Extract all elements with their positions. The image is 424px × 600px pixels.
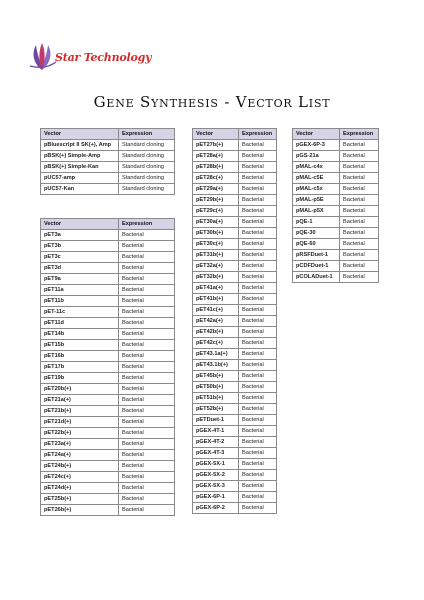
vector-name-cell: pET15b [41,340,119,351]
table-row [41,285,175,296]
vector-name-cell: pGEX-6P-3 [293,140,340,151]
expression-cell: Bacterial [239,393,277,404]
column-header-vector: Vector [193,129,239,140]
table-row [193,360,277,371]
vector-name-cell: pET-11c [41,307,119,318]
vector-name-cell: pET3c [41,252,119,263]
expression-cell: Bacterial [340,173,379,184]
vector-name-cell: pET14b [41,329,119,340]
vector-name-cell: pET24c(+) [41,472,119,483]
expression-cell: Bacterial [119,461,175,472]
vector-name-cell: pET3a [41,230,119,241]
table-row [293,151,379,162]
table-row [193,426,277,437]
table-row [41,307,175,318]
vector-name-cell: pGEX-5X-3 [193,481,239,492]
expression-cell: Bacterial [340,217,379,228]
vector-name-cell: pET24d(+) [41,483,119,494]
table-row [41,417,175,428]
expression-cell: Bacterial [239,294,277,305]
table-row [193,151,277,162]
vector-name-cell: pET19b [41,373,119,384]
expression-cell: Bacterial [239,239,277,250]
table-row [193,338,277,349]
expression-cell: Bacterial [119,483,175,494]
table-row [193,327,277,338]
expression-cell: Bacterial [239,327,277,338]
expression-cell: Bacterial [119,439,175,450]
table-row [193,228,277,239]
table-row [41,162,175,173]
page-title: Gene Synthesis - Vector List [93,93,331,111]
expression-cell: Bacterial [119,428,175,439]
logo-text: Star Technology [55,51,152,64]
column-header-vector: Vector [41,129,119,140]
vector-name-cell: pMAL-c5E [293,173,340,184]
table-row [41,395,175,406]
expression-cell: Bacterial [119,384,175,395]
vector-name-cell: pET51b(+) [193,393,239,404]
vector-name-cell: pET16b [41,351,119,362]
vector-name-cell: pET31b(+) [193,250,239,261]
expression-cell: Standard cloning [119,140,175,151]
table-row [193,393,277,404]
table-row [41,173,175,184]
vector-name-cell: pET21a(+) [41,395,119,406]
vector-name-cell: pET21d(+) [41,417,119,428]
expression-cell: Bacterial [119,450,175,461]
expression-cell: Bacterial [340,239,379,250]
expression-cell: Bacterial [239,448,277,459]
expression-cell: Bacterial [239,459,277,470]
vector-name-cell: pET28b(+) [193,162,239,173]
vector-name-cell: pET30c(+) [193,239,239,250]
table-row [41,241,175,252]
column-header-expression: Expression [340,129,379,140]
expression-cell: Bacterial [239,415,277,426]
vector-name-cell: pET29c(+) [193,206,239,217]
table-row [41,351,175,362]
expression-cell: Bacterial [119,307,175,318]
vector-name-cell: pMAL-p5X [293,206,340,217]
table-row [193,470,277,481]
expression-cell: Bacterial [239,316,277,327]
vector-name-cell: pET3b [41,241,119,252]
expression-cell: Bacterial [119,340,175,351]
expression-cell: Bacterial [340,272,379,283]
expression-cell: Bacterial [239,206,277,217]
expression-cell: Standard cloning [119,162,175,173]
expression-cell: Bacterial [119,285,175,296]
table-row [293,217,379,228]
vector-name-cell: pET17b [41,362,119,373]
vector-name-cell: pET41c(+) [193,305,239,316]
vector-name-cell: pUC57-amp [41,173,119,184]
table-row [41,296,175,307]
expression-cell: Bacterial [239,371,277,382]
table-row [41,450,175,461]
vector-name-cell: pQE-60 [293,239,340,250]
vector-table-standard-cloning [40,128,175,195]
vector-name-cell: pET24a(+) [41,450,119,461]
table-row [193,382,277,393]
vector-name-cell: pET25b(+) [41,494,119,505]
vector-name-cell: pET26b(+) [41,505,119,516]
expression-cell: Bacterial [239,360,277,371]
vector-name-cell: pET3d [41,263,119,274]
table-row [41,340,175,351]
vector-table-misc [292,128,379,283]
vector-name-cell: pET29a(+) [193,184,239,195]
table-row [41,252,175,263]
vector-table-pet-part2 [192,128,277,514]
table-row [293,162,379,173]
expression-cell: Bacterial [239,470,277,481]
vector-name-cell: pGEX-4T-1 [193,426,239,437]
vector-name-cell: pET52b(+) [193,404,239,415]
expression-cell: Bacterial [119,417,175,428]
vector-name-cell: pBSK(+) Simple-Kan [41,162,119,173]
expression-cell: Bacterial [119,241,175,252]
expression-cell: Bacterial [340,250,379,261]
expression-cell: Bacterial [239,404,277,415]
vector-name-cell: pGEX-5X-2 [193,470,239,481]
expression-cell: Bacterial [239,338,277,349]
table-row [193,283,277,294]
vector-name-cell: pET28c(+) [193,173,239,184]
expression-cell: Bacterial [340,261,379,272]
expression-cell: Bacterial [340,228,379,239]
expression-cell: Bacterial [119,318,175,329]
column-header-vector: Vector [293,129,340,140]
expression-cell: Bacterial [340,151,379,162]
expression-cell: Bacterial [239,195,277,206]
vector-name-cell: pET43.1b(+) [193,360,239,371]
table-row [41,461,175,472]
table-row [193,184,277,195]
expression-cell: Bacterial [239,272,277,283]
vector-name-cell: pET29b(+) [193,195,239,206]
table-row [41,428,175,439]
expression-cell: Bacterial [239,250,277,261]
table-row [193,239,277,250]
table-row [293,272,379,283]
vector-name-cell: pET50b(+) [193,382,239,393]
vector-name-cell: pET27b(+) [193,140,239,151]
table-row [41,362,175,373]
table-row [193,294,277,305]
table-row [193,404,277,415]
vector-name-cell: pCDFDuet-1 [293,261,340,272]
vector-name-cell: pET45b(+) [193,371,239,382]
expression-cell: Bacterial [239,349,277,360]
table-row [41,140,175,151]
vector-name-cell: pET28a(+) [193,151,239,162]
table-row [193,459,277,470]
expression-cell: Bacterial [119,472,175,483]
expression-cell: Bacterial [119,362,175,373]
column-header-expression: Expression [119,219,175,230]
expression-cell: Bacterial [239,283,277,294]
vector-name-cell: pBSK(+) Simple-Amp [41,151,119,162]
vector-name-cell: pGEX-6P-2 [193,503,239,514]
table-row [41,373,175,384]
expression-cell: Bacterial [239,173,277,184]
expression-cell: Bacterial [239,437,277,448]
vector-name-cell: pQE-1 [293,217,340,228]
vector-name-cell: pUC57-Kan [41,184,119,195]
table-row [193,481,277,492]
expression-cell: Standard cloning [119,173,175,184]
expression-cell: Bacterial [119,252,175,263]
expression-cell: Bacterial [340,184,379,195]
vector-name-cell: pET23a(+) [41,439,119,450]
vector-name-cell: pET20b(+) [41,384,119,395]
table-row [293,250,379,261]
expression-cell: Bacterial [239,184,277,195]
vector-name-cell: pGEX-5X-1 [193,459,239,470]
vector-name-cell: pET11d [41,318,119,329]
vector-name-cell: pET42a(+) [193,316,239,327]
table-row [193,492,277,503]
vector-table-pet-part1 [40,218,175,516]
vector-name-cell: pET11a [41,285,119,296]
expression-cell: Bacterial [119,351,175,362]
table-row [193,250,277,261]
vector-name-cell: pET32a(+) [193,261,239,272]
vector-name-cell: pGS-21a [293,151,340,162]
expression-cell: Bacterial [119,263,175,274]
vector-name-cell: pGEX-6P-1 [193,492,239,503]
table-row [193,206,277,217]
table-row [193,437,277,448]
vector-name-cell: pET43.1a(+) [193,349,239,360]
star-logo-icon [28,40,58,76]
vector-name-cell: pMAL-c4x [293,162,340,173]
table-row [293,140,379,151]
table-row [193,173,277,184]
table-row [41,230,175,241]
expression-cell: Bacterial [340,206,379,217]
expression-cell: Bacterial [239,162,277,173]
expression-cell: Bacterial [239,228,277,239]
expression-cell: Bacterial [119,329,175,340]
expression-cell: Standard cloning [119,151,175,162]
vector-name-cell: pET24b(+) [41,461,119,472]
company-logo [28,40,152,76]
expression-cell: Bacterial [340,140,379,151]
table-row [41,439,175,450]
expression-cell: Bacterial [340,162,379,173]
vector-name-cell: pQE-30 [293,228,340,239]
vector-name-cell: pCOLADuet-1 [293,272,340,283]
vector-name-cell: pET42b(+) [193,327,239,338]
vector-name-cell: pGEX-4T-3 [193,448,239,459]
column-header-expression: Expression [119,129,175,140]
table-row [193,140,277,151]
expression-cell: Bacterial [239,382,277,393]
table-row [193,349,277,360]
vector-name-cell: pET11b [41,296,119,307]
column-header-vector: Vector [41,219,119,230]
table-row [193,371,277,382]
vector-name-cell: pET41a(+) [193,283,239,294]
table-row [41,384,175,395]
table-row [41,483,175,494]
expression-cell: Bacterial [239,426,277,437]
table-row [293,239,379,250]
expression-cell: Standard cloning [119,184,175,195]
table-row [193,415,277,426]
vector-name-cell: pETDuet-1 [193,415,239,426]
table-row [41,406,175,417]
expression-cell: Bacterial [239,305,277,316]
table-row [293,206,379,217]
expression-cell: Bacterial [119,296,175,307]
table-row [193,195,277,206]
expression-cell: Bacterial [239,503,277,514]
vector-name-cell: pET21b(+) [41,406,119,417]
vector-name-cell: pET30b(+) [193,228,239,239]
table-row [41,151,175,162]
table-row [193,162,277,173]
expression-cell: Bacterial [239,140,277,151]
expression-cell: Bacterial [119,505,175,516]
vector-name-cell: pET9a [41,274,119,285]
expression-cell: Bacterial [119,395,175,406]
table-row [41,274,175,285]
table-row [293,261,379,272]
vector-name-cell: pRSFDuet-1 [293,250,340,261]
expression-cell: Bacterial [239,151,277,162]
table-row [41,494,175,505]
vector-name-cell: pMAL-c5x [293,184,340,195]
table-row [193,503,277,514]
table-row [293,228,379,239]
vector-name-cell: pMAL-p5E [293,195,340,206]
expression-cell: Bacterial [119,373,175,384]
expression-cell: Bacterial [239,217,277,228]
expression-cell: Bacterial [119,406,175,417]
table-row [193,448,277,459]
expression-cell: Bacterial [340,195,379,206]
expression-cell: Bacterial [239,481,277,492]
expression-cell: Bacterial [239,492,277,503]
table-row [41,318,175,329]
vector-name-cell: pET41b(+) [193,294,239,305]
vector-name-cell: pET22b(+) [41,428,119,439]
vector-name-cell: pBluescript II SK(+), Amp [41,140,119,151]
table-row [41,329,175,340]
table-row [293,173,379,184]
vector-name-cell: pET30a(+) [193,217,239,228]
table-row [41,472,175,483]
expression-cell: Bacterial [119,274,175,285]
table-row [41,263,175,274]
table-row [293,195,379,206]
vector-name-cell: pGEX-4T-2 [193,437,239,448]
expression-cell: Bacterial [239,261,277,272]
table-row [41,505,175,516]
table-row [193,261,277,272]
table-row [193,217,277,228]
vector-name-cell: pET42c(+) [193,338,239,349]
expression-cell: Bacterial [119,230,175,241]
table-row [293,184,379,195]
table-row [193,272,277,283]
expression-cell: Bacterial [119,494,175,505]
column-header-expression: Expression [239,129,277,140]
table-row [41,184,175,195]
table-row [193,316,277,327]
vector-name-cell: pET32b(+) [193,272,239,283]
table-row [193,305,277,316]
